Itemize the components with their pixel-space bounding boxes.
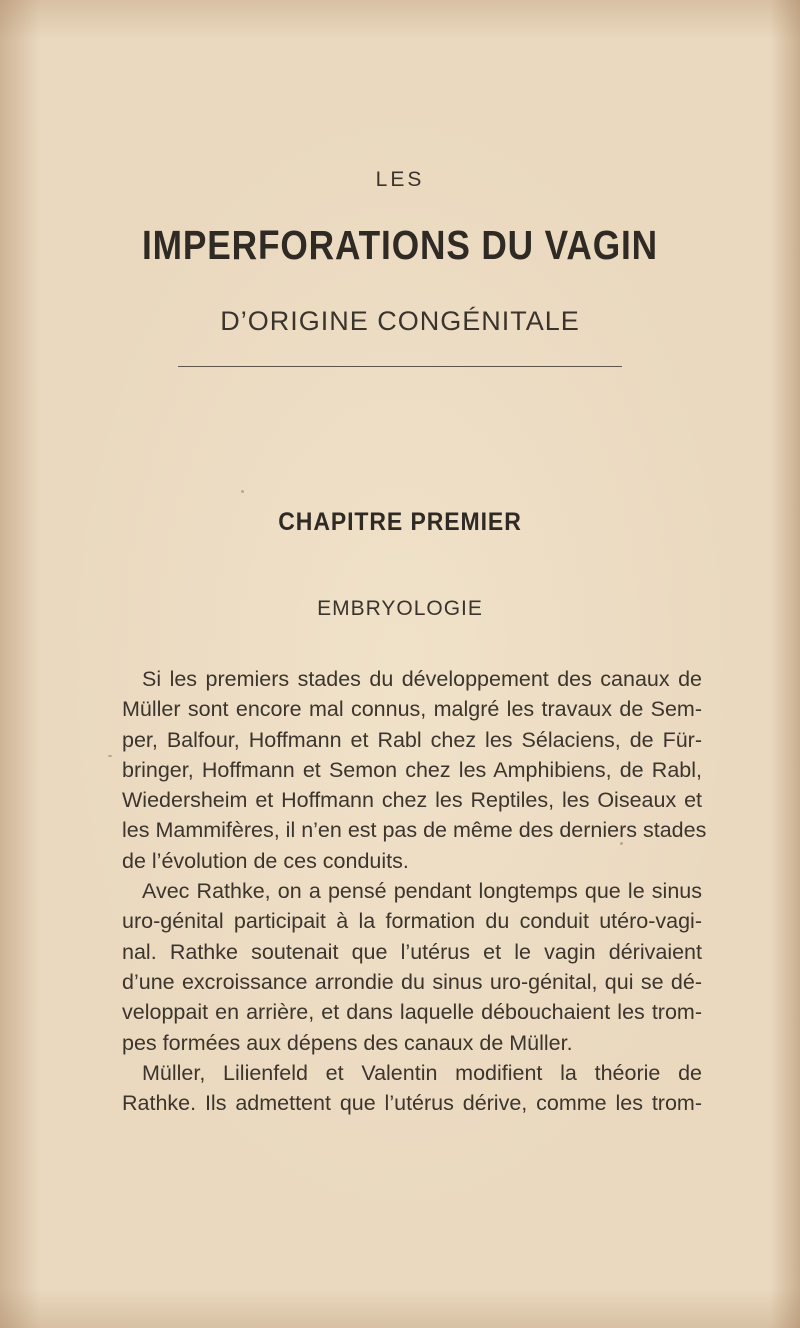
text-line: de l’évolution de ces conduits. [122, 848, 409, 873]
text-line: d’une excroissance arrondie du sinus uro-génital, qui se dé- [122, 969, 702, 994]
text-line: per, Balfour, Hoffmann et Rabl chez les Sélaciens, de Für- [122, 727, 702, 752]
chapter-heading: CHAPITRE PREMIER [278, 508, 522, 536]
title-divider [178, 366, 622, 367]
text-line: bringer, Hoffmann et Semon chez les Amphibiens, de Rabl, [122, 757, 702, 782]
body-text [122, 664, 707, 1118]
section-heading: EMBRYOLOGIE [317, 597, 483, 620]
main-title: IMPERFORATIONS DU VAGIN [141, 222, 659, 268]
text-line: Müller, Lilienfeld et Valentin modifient la théorie de [142, 1060, 702, 1085]
text-line: Si les premiers stades du développement des canaux de [142, 667, 702, 691]
text-line: Rathke. Ils admettent que l’utérus dérive, comme les trom- [122, 1091, 702, 1116]
title-prefix: LES [375, 168, 425, 191]
text-line: Avec Rathke, on a pensé pendant longtemps que le sinus [142, 879, 702, 904]
text-line: Müller sont encore mal connus, malgré les travaux de Sem- [122, 697, 702, 722]
text-line: nal. Rathke soutenait que l’utérus et le vagin dérivaient [122, 939, 702, 964]
text-line: uro-génital participait à la formation du conduit utéro-vagi- [122, 909, 702, 934]
text-line: les Mammifères, il n’en est pas de même des derniers stades [122, 818, 707, 843]
text-line: pes formées aux dépens des canaux de Müller. [122, 1030, 573, 1055]
paper-speck [241, 490, 244, 493]
text-line: Wiedersheim et Hoffmann chez les Reptiles, les Oiseaux et [122, 788, 702, 813]
subtitle: D’ORIGINE CONGÉNITALE [220, 306, 580, 336]
paper-speck [108, 755, 112, 757]
paper-speck [620, 842, 623, 845]
text-line: veloppait en arrière, et dans laquelle débouchaient les trom- [122, 1000, 702, 1025]
